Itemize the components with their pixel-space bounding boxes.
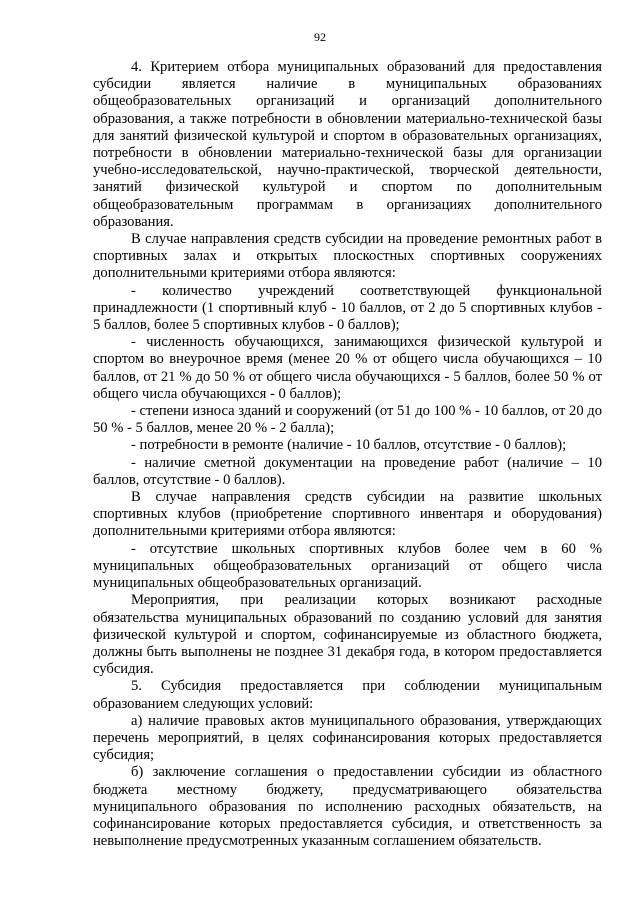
list-item-estimate-documentation: - наличие сметной документации на проведение работ (наличие – 10 баллов, отсутствие - 0 баллов).: [93, 454, 602, 488]
document-body: [93, 59, 602, 850]
list-item-absence-school-clubs: - отсутствие школьных спортивных клубов более чем в 60 % муниципальных общеобразовательных организаций от общего числа муниципальных общеобразовательных организаций.: [93, 540, 602, 592]
page-number: 92: [314, 30, 326, 44]
list-item-repair-need: - потребности в ремонте (наличие - 10 баллов, отсутствие - 0 баллов);: [131, 437, 567, 454]
list-item-condition-a: а) наличие правовых актов муниципального образования, утверждающих перечень мероприятий, в целях софинансирования которых предоставляется субсидия;: [93, 712, 602, 764]
list-item-institutions-count: - количество учреждений соответствующей функциональной принадлежности (1 спортивный клуб - 10 баллов, от 2 до 5 спортивных клубов - 5 баллов, более 5 спортивных клубов - 0 баллов);: [93, 282, 602, 334]
paragraph-activities-deadline: Мероприятия, при реализации которых возникают расходные обязательства муниципальных образований по созданию условий для занятия физической культурой и спортом, софинансируемые из областного бюджета, должны быть выполнены не позднее 31 декабря года, в котором предоставляется субсидия.: [93, 592, 602, 678]
list-item-students-count: - численность обучающихся, занимающихся физической культурой и спортом во внеурочное время (менее 20 % от общего числа обучающихся – 10 баллов, от 21 % до 50 % от общего числа обучающихся - 5 баллов, более 50 % от общего числа обучающихся - 0 баллов);: [93, 334, 602, 402]
paragraph-repair-criteria-intro: В случае направления средств субсидии на проведение ремонтных работ в спортивных залах и открытых плоскостных спортивных сооружениях дополнительными критериями отбора являются:: [93, 231, 602, 282]
list-item-building-wear: - степени износа зданий и сооружений (от 51 до 100 % - 10 баллов, от 20 до 50 % - 5 баллов, менее 20 % - 2 балла);: [93, 403, 602, 437]
list-item-condition-b: б) заключение соглашения о предоставлении субсидии из областного бюджета местному бюджету, предусматривающего обязательства муниципального образования по исполнению расходных обязательств, на софинансирование которых предоставляется субсидия, и ответственность за невыполнение предусмотренных указанным соглашением обязательств.: [93, 764, 602, 850]
paragraph-subsidy-conditions: 5. Субсидия предоставляется при соблюдении муниципальным образованием следующих условий:: [93, 678, 602, 712]
paragraph-school-clubs-criteria-intro: В случае направления средств субсидии на развитие школьных спортивных клубов (приобретение спортивного инвентаря и оборудования) дополнительными критериями отбора являются:: [93, 489, 602, 540]
paragraph-selection-criterion: 4. Критерием отбора муниципальных образований для предоставления субсидии является наличие в муниципальных образованиях общеобразовательных организаций и организаций дополнительного образования, а также потребности в обновлении материально-технической базы для занятий физической культурой и спортом в образовательных организациях, потребности в обновлении материально-технической базы для организации учебно-исследовательской, научно-практической, творческой деятельности, занятий физической культурой и спортом по дополнительным общеобразовательным программам в организациях дополнительного образования.: [93, 59, 602, 230]
